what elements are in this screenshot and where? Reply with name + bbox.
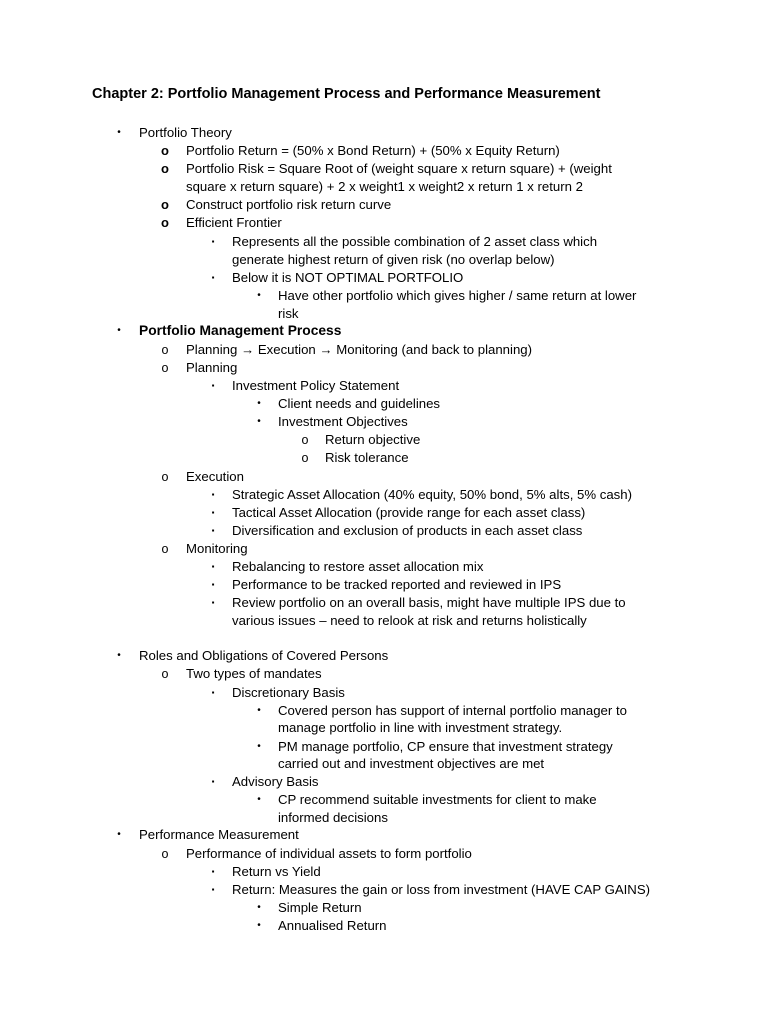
bullet-marker: o [161, 361, 169, 375]
outline-line: Tactical Asset Allocation (provide range for each asset class) [232, 505, 586, 520]
bullet-marker: o [161, 667, 169, 681]
bullet-marker: ▪ [211, 490, 215, 499]
bullet-marker: • [257, 416, 261, 427]
bullet-marker: • [257, 902, 261, 913]
bullet-marker: o [161, 343, 169, 357]
outline-line: Monitoring [186, 541, 248, 556]
outline-line: various issues – need to relook at risk and returns holistically [232, 613, 587, 628]
outline-line: CP recommend suitable investments for client to make [278, 792, 597, 807]
outline-line: Annualised Return [278, 918, 387, 933]
bullet-marker: • [257, 794, 261, 805]
bullet-marker: • [117, 829, 121, 840]
bullet-marker: ▪ [211, 526, 215, 535]
bullet-marker: o [301, 451, 309, 465]
bullet-marker: ▪ [211, 777, 215, 786]
bullet-marker: ▪ [211, 381, 215, 390]
outline-line: informed decisions [278, 810, 388, 825]
outline-line: square x return square) + 2 x weight1 x weight2 x return 1 x return 2 [186, 179, 583, 194]
outline-line: Planning [186, 360, 238, 375]
outline-line: Investment Policy Statement [232, 378, 400, 393]
outline-line: Below it is NOT OPTIMAL PORTFOLIO [232, 270, 464, 285]
outline-line: risk [278, 306, 299, 321]
bullet-marker: o [161, 161, 169, 176]
bullet-marker: • [117, 650, 121, 661]
outline-line: Client needs and guidelines [278, 396, 441, 411]
bullet-marker: • [257, 398, 261, 409]
outline-line: Discretionary Basis [232, 685, 345, 700]
outline-line: Construct portfolio risk return curve [186, 197, 392, 212]
bullet-marker: ▪ [211, 867, 215, 876]
outline-line: Performance Measurement [139, 827, 299, 842]
outline-line: Risk tolerance [325, 450, 409, 465]
outline-line: Portfolio Management Process [139, 323, 342, 338]
bullet-marker: ▪ [211, 508, 215, 517]
bullet-marker: ▪ [211, 598, 215, 607]
outline-line: Portfolio Theory [139, 125, 232, 140]
outline-line: manage portfolio in line with investment strategy. [278, 720, 563, 735]
outline-line: Simple Return [278, 900, 362, 915]
bullet-marker: o [161, 215, 169, 230]
bullet-marker: ▪ [211, 562, 215, 571]
bullet-marker: ▪ [211, 237, 215, 246]
bullet-marker: o [161, 470, 169, 484]
outline-line: Advisory Basis [232, 774, 319, 789]
outline-line: Return objective [325, 432, 421, 447]
bullet-marker: o [161, 143, 169, 158]
bullet-marker: • [117, 325, 121, 336]
chapter-title: Chapter 2: Portfolio Management Process and Performance Measurement [92, 86, 601, 102]
bullet-marker: o [161, 542, 169, 556]
outline-line: Execution [186, 469, 244, 484]
outline-line: carried out and investment objectives are met [278, 756, 545, 771]
outline-line: Covered person has support of internal portfolio manager to [278, 703, 627, 718]
bullet-marker: • [117, 127, 121, 138]
outline-line: Investment Objectives [278, 414, 408, 429]
outline-line: Strategic Asset Allocation (40% equity, 50% bond, 5% alts, 5% cash) [232, 487, 632, 502]
outline-line: Efficient Frontier [186, 215, 282, 230]
outline-line: Performance of individual assets to form portfolio [186, 846, 472, 861]
bullet-marker: • [257, 705, 261, 716]
outline-line: Roles and Obligations of Covered Persons [139, 648, 389, 663]
outline-line: PM manage portfolio, CP ensure that investment strategy [278, 739, 613, 754]
bullet-marker: • [257, 920, 261, 931]
bullet-marker: o [161, 197, 169, 212]
outline-line: Return vs Yield [232, 864, 321, 879]
outline-line: Return: Measures the gain or loss from investment (HAVE CAP GAINS) [232, 882, 651, 897]
outline-line: Two types of mandates [186, 666, 322, 681]
bullet-marker: o [301, 433, 309, 447]
outline-line: Performance to be tracked reported and reviewed in IPS [232, 577, 562, 592]
outline-line: Portfolio Return = (50% x Bond Return) + (50% x Equity Return) [186, 143, 560, 158]
outline-line: Review portfolio on an overall basis, might have multiple IPS due to [232, 595, 626, 610]
bullet-marker: • [257, 741, 261, 752]
outline-line: Diversification and exclusion of products in each asset class [232, 523, 583, 538]
outline-line: Represents all the possible combination of 2 asset class which [232, 234, 598, 249]
bullet-marker: ▪ [211, 580, 215, 589]
bullet-marker: o [161, 847, 169, 861]
bullet-marker: ▪ [211, 273, 215, 282]
bullet-marker: ▪ [211, 885, 215, 894]
outline-line: Planning → Execution → Monitoring (and back to planning) [186, 342, 533, 357]
outline-line: generate highest return of given risk (no overlap below) [232, 252, 555, 267]
outline-line: Rebalancing to restore asset allocation mix [232, 559, 484, 574]
bullet-marker: ▪ [211, 688, 215, 697]
outline-line: Have other portfolio which gives higher / same return at lower [278, 288, 637, 303]
outline-line: Portfolio Risk = Square Root of (weight square x return square) + (weight [186, 161, 612, 176]
bullet-marker: • [257, 290, 261, 301]
